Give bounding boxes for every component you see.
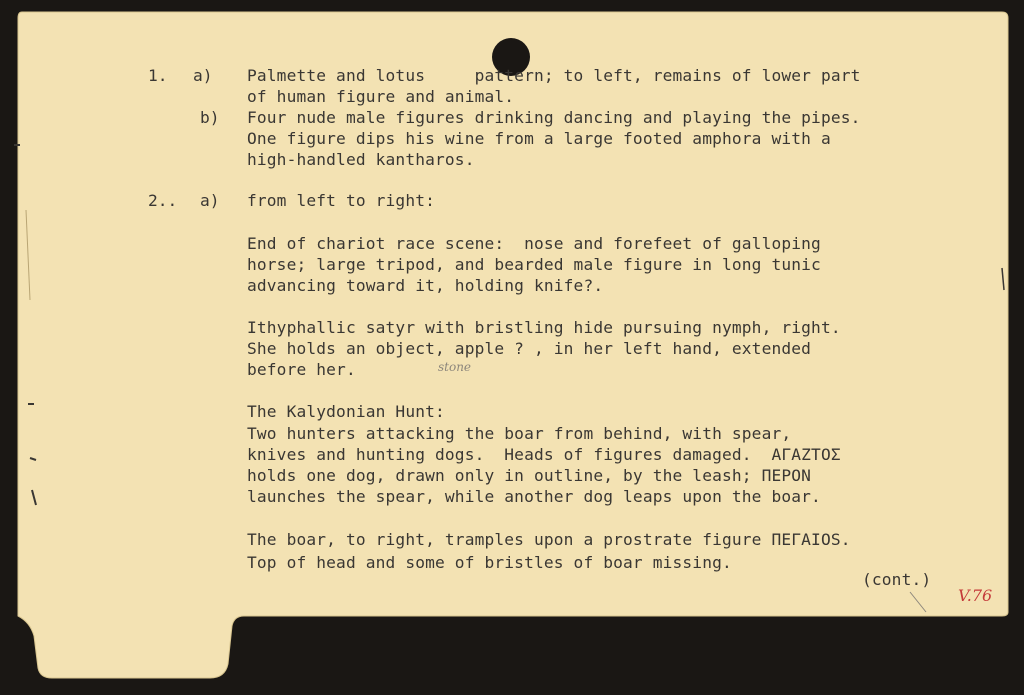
item-1b-line-3: high-handled kantharos. <box>247 150 475 169</box>
hunt-line-3: knives and hunting dogs. Heads of figures damaged. AΓAZTOΣ <box>247 445 841 464</box>
item-2-number: 2.. <box>148 191 178 210</box>
item-1b-label: b) <box>200 108 220 127</box>
satyr-line-1: Ithyphallic satyr with bristling hide pursuing nymph, right. <box>247 318 841 337</box>
item-1a-line-1: Palmette and lotus pattern; to left, remains of lower part <box>247 66 861 85</box>
satyr-line-3: before her. <box>247 360 356 379</box>
continued-note: (cont.) <box>862 570 932 589</box>
boar-line-2: Top of head and some of bristles of boar missing. <box>247 553 732 572</box>
chariot-line-3: advancing toward it, holding knife?. <box>247 276 604 295</box>
item-1b-line-2: One figure dips his wine from a large footed amphora with a <box>247 129 831 148</box>
chariot-line-2: horse; large tripod, and bearded male figure in long tunic <box>247 255 821 274</box>
pencil-annotation: stone <box>438 360 472 374</box>
item-1a-line-2: of human figure and animal. <box>247 87 515 106</box>
item-1b-line-1: Four nude male figures drinking dancing and playing the pipes. <box>247 108 861 127</box>
hunt-line-4: holds one dog, drawn only in outline, by the leash; ΠEPON <box>247 466 812 485</box>
item-1a-label: a) <box>193 66 213 85</box>
hunt-line-1: The Kalydonian Hunt: <box>247 402 445 421</box>
hunt-line-2: Two hunters attacking the boar from behind, with spear, <box>247 424 792 443</box>
item-2a-label: a) <box>200 191 220 210</box>
boar-line-1: The boar, to right, tramples upon a prostrate figure ΠEΓAIOS. <box>247 530 851 549</box>
hunt-line-5: launches the spear, while another dog leaps upon the boar. <box>247 487 821 506</box>
item-1-number: 1. <box>148 66 168 85</box>
catalog-mark: V.76 <box>958 586 993 605</box>
item-2a-heading: from left to right: <box>247 191 436 210</box>
satyr-line-2: She holds an object, apple ? , in her left hand, extended <box>247 339 812 358</box>
chariot-line-1: End of chariot race scene: nose and forefeet of galloping <box>247 234 821 253</box>
